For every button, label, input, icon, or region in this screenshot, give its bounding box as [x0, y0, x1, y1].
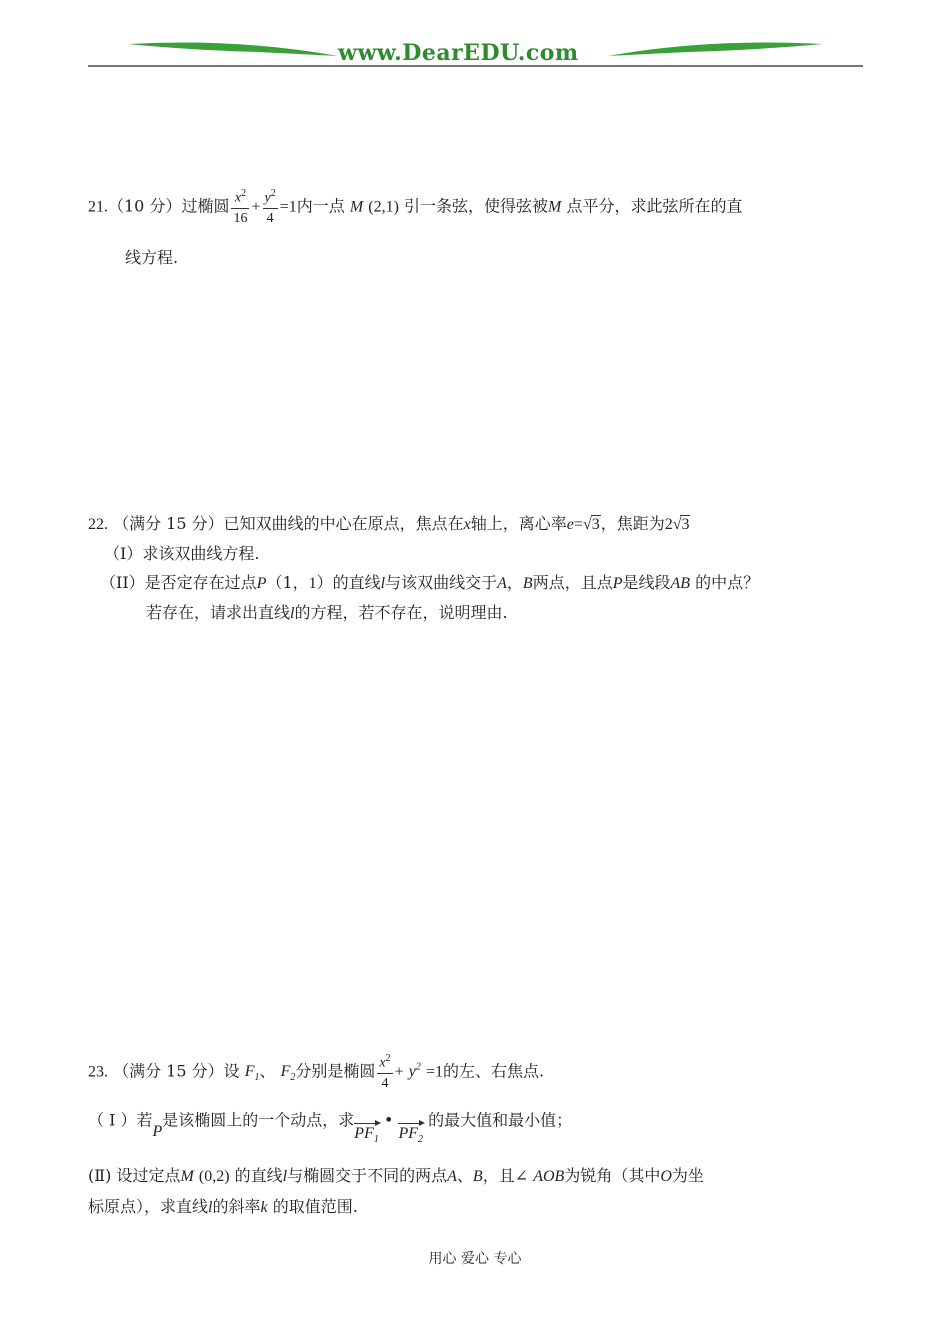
vector-PF2: $PF_2$: [398, 1117, 423, 1145]
point-label: M: [349, 198, 364, 216]
question-text: 过椭圆: [181, 196, 230, 216]
sqrt-3: √3: [582, 516, 600, 533]
math-var: P: [152, 1122, 163, 1140]
question-text: （满分 15 分）设: [113, 1061, 240, 1081]
math-var: AB: [670, 575, 691, 592]
question-number: 21.: [88, 198, 108, 216]
question-text: 轴上，离心率: [470, 514, 567, 533]
math-var: P: [612, 575, 623, 592]
vector-PF1: $PF_1$: [354, 1117, 379, 1145]
equals-one: =1: [279, 198, 297, 216]
sqrt-3: √3: [672, 516, 690, 533]
question-text: （满分 15 分）已知双曲线的中心在原点，焦点在: [113, 514, 464, 533]
F2-label: $F_2$: [280, 1063, 296, 1084]
question-22-part1: （I）求该双曲线方程.: [104, 544, 260, 563]
question-23-part2-line2: 标原点），求直线l的斜率k 的取值范围.: [88, 1197, 358, 1216]
plus-sign: +: [251, 198, 261, 216]
question-number: 23.: [88, 1063, 108, 1081]
question-text: 引一条弦，使得弦被: [404, 196, 549, 216]
header-site-text: www.DearEDU.com: [338, 40, 579, 66]
question-text: 点平分，求此弦所在的直: [566, 196, 743, 216]
fraction-x2-16: $\frac{x^2}{16}$: [231, 185, 249, 229]
question-23-part1: （ I ）若P是该椭圆上的一个动点，求$PF_1$ • $PF_2$ 的最大值和最小值；: [88, 1110, 573, 1146]
question-score: （10 分）: [108, 196, 182, 216]
question-number: 22.: [88, 516, 108, 533]
math-var: A: [497, 575, 507, 592]
question-22: 22. （满分 15 分）已知双曲线的中心在原点，焦点在x轴上，离心率e=√3，焦距为2√3: [88, 514, 690, 533]
fraction-x2-4: $\frac{x^2}{4}$: [377, 1050, 392, 1094]
question-23-part2: (Ⅱ) 设过定点M (0,2) 的直线l与椭圆交于不同的两点A、B，且∠ AOB为锐角（其中O为坐: [88, 1166, 704, 1185]
math-var: e: [566, 516, 574, 533]
fraction-y2-4: $\frac{y^2}{4}$: [263, 185, 278, 229]
math-var: x: [463, 516, 471, 533]
math-var: B: [522, 575, 533, 592]
question-22-part2-line2: 若存在，请求出直线l的方程，若不存在，说明理由.: [146, 603, 508, 622]
question-22-part2: （II）是否定存在过点P（1，1）的直线l与该双曲线交于A，B两点，且点P是线段AB 的中点？: [100, 573, 760, 592]
math-var: P: [256, 575, 267, 592]
math-var: l: [380, 575, 386, 592]
question-text: 内一点: [296, 196, 345, 216]
math-var: l: [290, 605, 295, 622]
question-21: [88, 185, 742, 229]
point-coords: (2,1): [368, 198, 399, 216]
F1-label: $F_1$: [244, 1063, 260, 1084]
point-label: M: [548, 198, 562, 216]
page-header: [88, 30, 863, 70]
y-squared: $y^2$: [408, 1062, 421, 1081]
question-21-line2: 线方程.: [125, 248, 179, 267]
question-23: 23. （满分 15 分）设 $F_1$、 $F_2$分别是椭圆 $\frac{x^2}{4}$ + $y^2 =1$的左、右焦点.: [88, 1050, 544, 1094]
question-text: ，焦距为: [600, 514, 665, 533]
page-footer: 用心 爱心 专心: [428, 1251, 522, 1267]
